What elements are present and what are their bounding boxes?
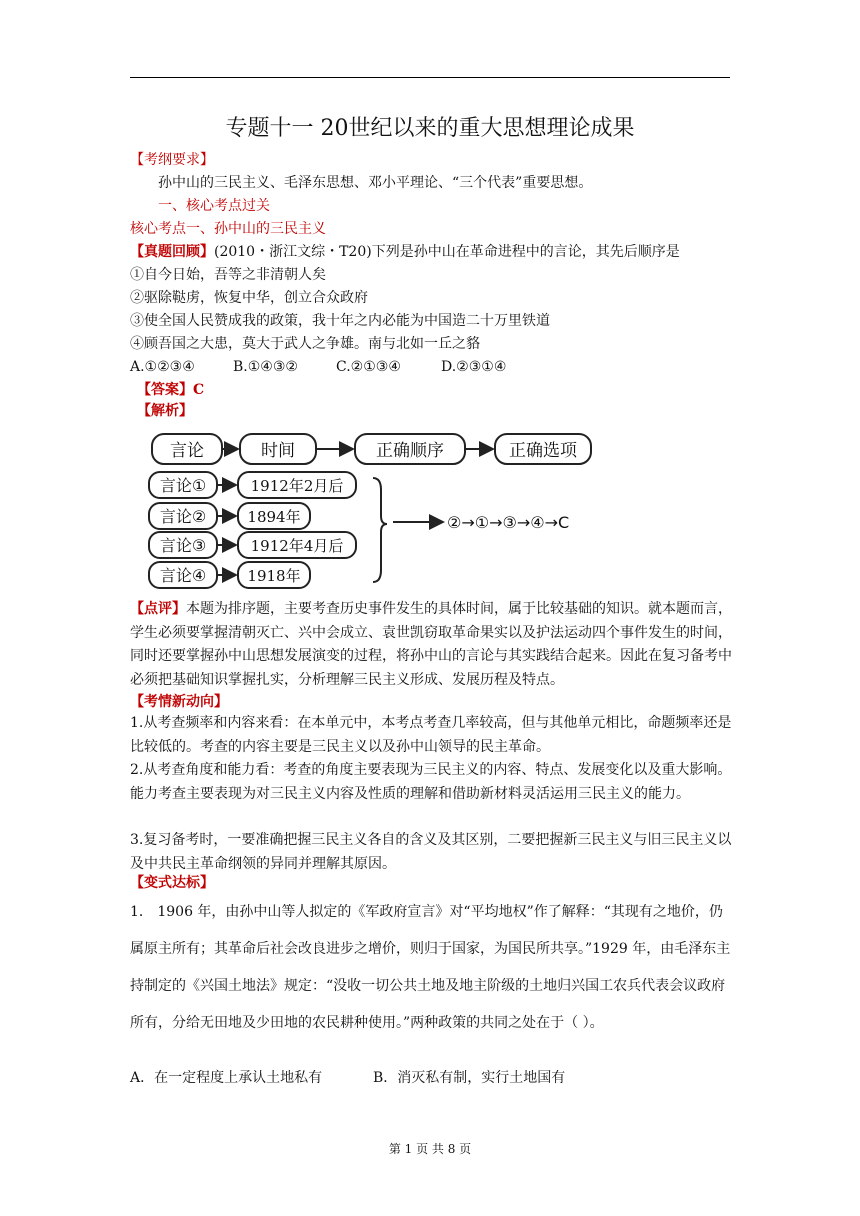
- option-a: A.①②③④: [130, 359, 195, 375]
- answer-tag: 【答案】: [137, 382, 193, 398]
- trend-item: 3.复习备考时，一要准确把握三民主义各自的含义及其区别，二要把握新三民主义与旧三民主义以及中共民主革命纲领的异同并理解其原因。: [130, 832, 732, 872]
- syllabus-heading: 【考纲要求】: [130, 152, 214, 168]
- option-b: B.①④③②: [233, 359, 298, 375]
- question-stem: [130, 242, 735, 262]
- comment-paragraph: [130, 598, 735, 692]
- header-rule: [130, 77, 730, 78]
- header-label: 时间: [261, 441, 295, 461]
- row-label: 言论③: [159, 536, 207, 555]
- question-item: ③使全国人民赞成我的政策，我十年之内必能为中国造二十万里铁道: [130, 313, 550, 329]
- analysis-heading: 【解析】: [137, 403, 193, 419]
- answer-value: C: [193, 382, 205, 398]
- header-label: 言论: [170, 441, 204, 461]
- question-item: ②驱除鞑虏，恢复中华，创立合众政府: [130, 290, 368, 306]
- trend-item: 1.从考查频率和内容来看：在本单元中，本考点考查几率较高，但与其他单元相比，命题频率还是比较低的。考查的内容主要是三民主义以及孙中山领导的民主革命。: [130, 715, 732, 755]
- option-d: D.②③①④: [441, 359, 507, 375]
- question-options: [130, 357, 735, 377]
- page-title: 专题十一 20世纪以来的重大思想理论成果: [225, 116, 635, 141]
- variant-options: [130, 1068, 735, 1088]
- question-text: (2010・浙江文综・T20)下列是孙中山在革命进程中的言论，其先后顺序是: [214, 244, 680, 260]
- row-time: 1912年2月后: [250, 477, 344, 495]
- trend-heading: 【考情新动向】: [130, 694, 228, 710]
- variant-option-b: B．消灭私有制，实行土地国有: [373, 1070, 566, 1086]
- row-time: 1918年: [247, 567, 301, 585]
- question-tag: 【真题回顾】: [130, 244, 214, 260]
- option-c: C.②①③④: [336, 359, 401, 375]
- point-heading: 核心考点一、孙中山的三民主义: [130, 221, 326, 237]
- question-item: ①自今日始，吾等之非清朝人矣: [130, 267, 326, 283]
- analysis-diagram: [145, 428, 605, 590]
- variant-heading: 【变式达标】: [130, 875, 214, 891]
- result-sequence: ②→①→③→④→C: [447, 513, 570, 532]
- header-label: 正确选项: [509, 441, 577, 461]
- brace: [373, 478, 387, 582]
- row-time: 1894年: [247, 508, 301, 526]
- row-label: 言论④: [159, 566, 207, 585]
- variant-option-a: A．在一定程度上承认土地私有: [130, 1070, 323, 1086]
- answer-line: [137, 380, 742, 400]
- variant-question: 1． 1906 年，由孙中山等人拟定的《军政府宣言》对“平均地权”作了解释：“其现有之地价，仍属原主所有；其革命后社会改良进步之增价，则归于国家，为国民所共享。”1929 年，由毛泽东主持制定的《兴国土地法》规定：“没收一切公共土地及地主阶级的土地归兴国工农兵代表会议政府所有，分给无田地及少田地的农民耕种使用。”两种政策的共同之处在于（ ）。: [130, 904, 731, 1031]
- question-item: ④顾吾国之大患，莫大于武人之争雄。南与北如一丘之貉: [130, 336, 480, 352]
- syllabus-text: 孙中山的三民主义、毛泽东思想、邓小平理论、“三个代表”重要思想。: [158, 175, 593, 191]
- comment-text: 本题为排序题，主要考查历史事件发生的具体时间，属于比较基础的知识。就本题而言，学生必须要掌握清朝灭亡、兴中会成立、袁世凯窃取革命果实以及护法运动四个事件发生的时间，同时还要掌握孙中山思想发展演变的过程，将孙中山的言论与其实践结合起来。因此在复习备考中必须把基础知识掌握扎实，分析理解三民主义形成、发展历程及特点。: [130, 601, 732, 688]
- row-time: 1912年4月后: [250, 537, 344, 555]
- comment-tag: 【点评】: [130, 601, 186, 617]
- row-label: 言论①: [159, 476, 207, 495]
- row-label: 言论②: [159, 507, 207, 526]
- page-footer: 第 1 页 共 8 页: [388, 1142, 472, 1156]
- header-label: 正确顺序: [376, 441, 444, 461]
- section-heading: 一、核心考点过关: [158, 198, 270, 214]
- trend-item: 2.从考查角度和能力看：考查的角度主要表现为三民主义的内容、特点、发展变化以及重大影响。能力考查主要表现为对三民主义内容及性质的理解和借助新材料灵活运用三民主义的能力。: [130, 762, 732, 802]
